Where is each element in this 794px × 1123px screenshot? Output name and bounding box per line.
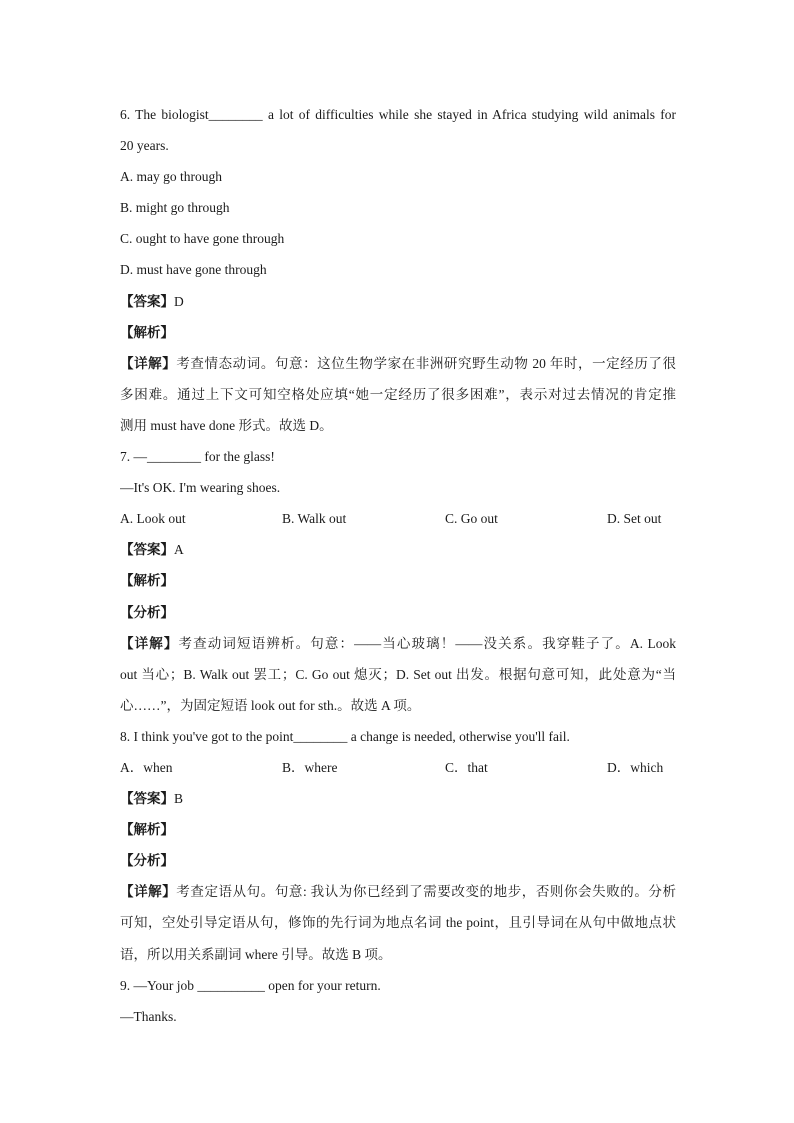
q6-analysis <box>120 317 676 348</box>
q7-fenxi <box>120 597 676 628</box>
q7-options <box>120 503 676 534</box>
q8-fenxi <box>120 845 676 876</box>
answer-value: D <box>174 293 184 309</box>
answer-tag: 【答案】 <box>120 542 174 558</box>
q8-option-b: B．where <box>282 759 338 775</box>
q8-answer <box>120 783 676 814</box>
analysis-tag: 【解析】 <box>120 324 174 340</box>
q7-detail-line3: 心……”，为固定短语 look out for sth.。故选 A 项。 <box>120 697 421 713</box>
detail-tag: 【详解】 <box>120 355 177 371</box>
q6-stem-line2: 20 years. <box>120 138 169 154</box>
q6-stem-line1: 6. The biologist________ a lot of difficulties while she stayed in Africa studying wild animals for <box>120 107 676 122</box>
q6-detail-line1 <box>120 348 676 379</box>
q8-option-a: A．when <box>120 759 173 775</box>
q7-option-a: A. Look out <box>120 511 186 527</box>
q8-option-d: D．which <box>607 759 664 775</box>
q8-option-c: C．that <box>445 759 488 775</box>
detail-tag: 【详解】 <box>120 635 179 651</box>
q6-option-d: D. must have gone through <box>120 262 267 278</box>
q7-answer <box>120 534 676 565</box>
fenxi-tag: 【分析】 <box>120 853 174 869</box>
answer-value: B <box>174 791 184 807</box>
q8-options <box>120 752 676 783</box>
q7-option-c: C. Go out <box>445 511 498 527</box>
q9-stem-line1: 9. —Your job __________ open for your return. <box>120 977 381 993</box>
q8-detail-line2: 可知，空处引导定语从句，修饰的先行词为地点名词 the point，且引导词在从句中做地点状 <box>120 915 676 931</box>
detail-text: 考查情态动词。句意：这位生物学家在非洲研究野生动物 20 年时，一定经历了很 <box>176 355 676 371</box>
q8-detail-line3: 语，所以用关系副词 where 引导。故选 B 项。 <box>120 946 392 962</box>
q8-stem-line1: 8. I think you've got to the point________ a change is needed, otherwise you'll fail. <box>120 728 570 744</box>
q6-option-b: B. might go through <box>120 200 230 216</box>
q7-option-d: D. Set out <box>607 511 662 527</box>
q6-detail-line2: 多困难。通过上下文可知空格处应填“她一定经历了很多困难”，表示对过去情况的肯定推 <box>120 386 676 402</box>
q7-analysis <box>120 565 676 596</box>
q7-detail-line2: out 当心；B. Walk out 罢工；C. Go out 熄灭；D. Set out 出发。根据句意可知，此处意为“当 <box>120 666 676 682</box>
q6-detail-line3: 测用 must have done 形式。故选 D。 <box>120 417 333 433</box>
answer-tag: 【答案】 <box>120 791 174 807</box>
q7-stem-line2: —It's OK. I'm wearing shoes. <box>120 480 281 496</box>
document-content <box>120 99 676 1032</box>
q7-option-b: B. Walk out <box>282 511 347 527</box>
analysis-tag: 【解析】 <box>120 822 174 838</box>
q6-answer <box>120 286 676 317</box>
detail-text: 考查动词短语辨析。句意：——当心玻璃！——没关系。我穿鞋子了。A. Look <box>178 635 676 651</box>
q9-stem-line2: —Thanks. <box>120 1008 177 1024</box>
q8-analysis <box>120 814 676 845</box>
detail-text: 考查定语从句。句意: 我认为你已经到了需要改变的地步，否则你会失败的。分析 <box>176 884 676 900</box>
q8-detail-line1 <box>120 876 676 907</box>
detail-tag: 【详解】 <box>120 884 177 900</box>
answer-tag: 【答案】 <box>120 293 174 309</box>
answer-value: A <box>174 542 184 558</box>
q6-option-c: C. ought to have gone through <box>120 231 285 247</box>
fenxi-tag: 【分析】 <box>120 604 174 620</box>
q6-option-a: A. may go through <box>120 169 222 185</box>
q7-stem-line1: 7. —________ for the glass! <box>120 449 275 465</box>
q7-detail-line1 <box>120 628 676 659</box>
analysis-tag: 【解析】 <box>120 573 174 589</box>
